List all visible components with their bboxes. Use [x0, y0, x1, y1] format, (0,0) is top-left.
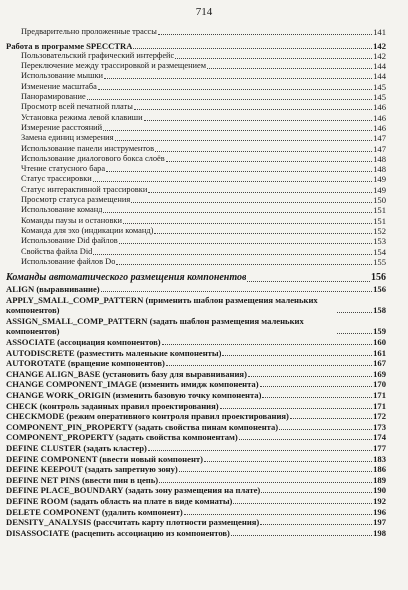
dot-leader — [233, 503, 372, 504]
toc-entry-title: Предварительно проложенные трассы — [21, 27, 157, 37]
toc-entry-title: Чтение статусного бара — [21, 164, 106, 174]
dot-leader — [93, 254, 372, 255]
toc-entry-title: Работа в программе SPECCTRA — [6, 40, 133, 51]
toc-entry-title: ASSIGN_SMALL_COMP_PATTERN (задать шаблон размещения маленьких компонентов) — [6, 315, 304, 337]
toc-entry-page: 149 — [373, 184, 386, 195]
toc-entry-title: Использование файлов Do — [21, 256, 116, 266]
dot-leader — [337, 333, 372, 334]
toc-entry — [6, 257, 386, 267]
toc-entry-title: DEFINE PLACE_BOUNDARY (задать зону размещения на плате) — [6, 485, 261, 496]
toc-entry-title: CHECKMODE (режим оперативного контроля правил проектирования) — [6, 411, 289, 422]
toc-entry-title: CHANGE ALIGN_BASE (установить базу для выравнивания) — [6, 368, 247, 379]
dot-leader — [134, 109, 372, 110]
toc-entry-title: Просмотр всей печатной платы — [21, 102, 133, 112]
toc-entry — [6, 379, 386, 390]
dot-leader — [337, 312, 372, 313]
toc-entry-title: Использование команд — [21, 205, 103, 215]
toc-entry-page: 142 — [373, 50, 386, 61]
dot-leader — [231, 535, 372, 536]
toc-section-heading — [6, 271, 386, 284]
toc-entry-title: Свойства файла Did — [21, 246, 93, 256]
toc-entry-title: DEFINE ROOM (задать область на плате в виде комнаты) — [6, 495, 233, 506]
toc-entry-page: 146 — [373, 112, 386, 123]
toc-entry-title: COMPONENT_PROPERTY (задать свойства компонентам) — [6, 432, 238, 443]
toc-entry — [6, 215, 386, 225]
toc-entry-page: 146 — [373, 102, 386, 113]
page-number: 714 — [195, 6, 213, 18]
dot-leader — [222, 355, 372, 356]
dot-leader — [148, 192, 372, 193]
toc-entry-title: Просмотр статуса размещения — [21, 195, 131, 205]
toc-entry — [6, 315, 386, 336]
toc-entry — [6, 81, 386, 91]
table-of-contents — [6, 27, 386, 538]
dot-leader — [179, 471, 372, 472]
toc-entry-page: 153 — [373, 236, 386, 247]
toc-entry — [6, 347, 386, 358]
toc-entry — [6, 432, 386, 443]
toc-entry-title: CHANGE COMPONENT_IMAGE (изменить имидж компонента) — [6, 379, 259, 390]
toc-entry-page: 151 — [373, 215, 386, 226]
toc-entry — [6, 495, 386, 506]
dot-leader — [220, 408, 372, 409]
toc-entry-page: 147 — [373, 133, 386, 144]
dot-leader — [260, 386, 373, 387]
toc-entry — [6, 184, 386, 194]
toc-entry-title: Изменение масштаба — [21, 81, 97, 91]
dot-leader — [262, 397, 372, 398]
toc-entry — [6, 284, 386, 295]
toc-entry — [6, 294, 386, 315]
toc-entry-title: DEFINE CLUSTER (задать кластер) — [6, 442, 147, 453]
dot-leader — [204, 461, 372, 462]
toc-entry-page: 148 — [373, 164, 386, 175]
toc-entry-title: CHANGE WORK_ORIGIN (изменить базовую точку компонента) — [6, 389, 262, 400]
dot-leader — [184, 514, 372, 515]
toc-entry-title: Использование панели инструментов — [21, 143, 155, 153]
toc-entry — [6, 112, 386, 122]
dot-leader — [166, 365, 372, 366]
toc-entry — [6, 123, 386, 133]
dot-leader — [131, 202, 372, 203]
toc-entry-page: 167 — [373, 358, 386, 369]
toc-entry-title: Замена единиц измерения — [21, 133, 114, 143]
toc-entry-page: 160 — [373, 337, 386, 348]
toc-entry-page: 189 — [373, 474, 386, 485]
toc-entry-page: 158 — [373, 305, 386, 316]
toc-entry-page: 190 — [373, 485, 386, 496]
toc-entry — [6, 485, 386, 496]
toc-entry-page: 192 — [373, 495, 386, 506]
toc-entry-title: COMPONENT_PIN_PROPERTY (задать свойства пинам компонента) — [6, 421, 279, 432]
dot-leader — [166, 161, 372, 162]
dot-leader — [279, 429, 372, 430]
toc-entry — [6, 71, 386, 81]
dot-leader — [115, 140, 373, 141]
toc-entry-page: 151 — [373, 205, 386, 216]
toc-entry-title: APPLY_SMALL_COMP_PATTERN (применить шаблон размещения маленьких компонентов) — [6, 294, 318, 316]
toc-entry-page: 152 — [373, 225, 386, 236]
dot-leader — [104, 78, 372, 79]
dot-leader — [158, 34, 372, 35]
dot-leader — [247, 281, 370, 282]
toc-entry — [6, 474, 386, 485]
toc-entry — [6, 164, 386, 174]
toc-entry-title: Использование мышки — [21, 71, 104, 81]
toc-entry-title: ALIGN (выравнивание) — [6, 284, 100, 295]
toc-entry-title: CHECK (контроль заданных правил проектирования) — [6, 400, 219, 411]
toc-entry-title: DENSITY_ANALYSIS (рассчитать карту плотности размещения) — [6, 517, 260, 528]
toc-entry-page: 144 — [373, 61, 386, 72]
dot-leader — [103, 212, 372, 213]
toc-entry — [6, 133, 386, 143]
toc-entry — [6, 411, 386, 422]
toc-entry-title: DISASSOCIATE (расцепить ассоциацию из компонентов) — [6, 527, 230, 538]
toc-entry — [6, 27, 386, 37]
toc-entry — [6, 143, 386, 153]
toc-entry-page: 198 — [373, 527, 386, 538]
toc-entry-page: 196 — [373, 506, 386, 517]
dot-leader — [175, 58, 372, 59]
toc-entry — [6, 61, 386, 71]
toc-entry-page: 155 — [373, 256, 386, 267]
toc-entry — [6, 400, 386, 411]
toc-entry — [6, 92, 386, 102]
dot-leader — [260, 524, 372, 525]
toc-entry-page: 145 — [373, 92, 386, 103]
toc-entry-page: 173 — [373, 421, 386, 432]
dot-leader — [101, 291, 372, 292]
toc-entry — [6, 205, 386, 215]
toc-entry-page: 183 — [373, 453, 386, 464]
toc-entry-title: Установка режима левой клавиши — [21, 112, 143, 122]
toc-entry-page: 156 — [371, 271, 386, 283]
dot-leader — [162, 344, 372, 345]
toc-entry-page: 150 — [373, 195, 386, 206]
toc-entry-title: DEFINE KEEPOUT (задать запретную зону) — [6, 464, 178, 475]
toc-entry-title: Использование Did файлов — [21, 236, 118, 246]
toc-entry-page: 172 — [373, 411, 386, 422]
dot-leader — [116, 264, 372, 265]
dot-leader — [133, 48, 372, 49]
toc-entry-title: Статус трассировки — [21, 174, 92, 184]
toc-entry — [6, 174, 386, 184]
dot-leader — [93, 181, 372, 182]
toc-entry-page: 171 — [373, 400, 386, 411]
toc-entry — [6, 506, 386, 517]
dot-leader — [106, 171, 372, 172]
toc-entry-title: Панорамирование — [21, 92, 86, 102]
toc-entry-page: 154 — [373, 246, 386, 257]
dot-leader — [261, 492, 372, 493]
dot-leader — [87, 99, 372, 100]
toc-entry-page: 156 — [373, 284, 386, 295]
toc-entry — [6, 154, 386, 164]
toc-entry-title: DEFINE NET PINS (ввести пин в цепь) — [6, 474, 159, 485]
toc-entry-page: 174 — [373, 432, 386, 443]
toc-entry-title: Команды автоматического размещения компонентов — [6, 271, 247, 283]
toc-entry-page: 159 — [373, 326, 386, 337]
toc-entry — [6, 236, 386, 246]
toc-entry — [6, 527, 386, 538]
toc-entry-title: DEFINE COMPONENT (ввести новый компонент) — [6, 453, 203, 464]
toc-entry-page: 171 — [373, 389, 386, 400]
dot-leader — [144, 120, 372, 121]
toc-entry-title: Пользовательский графический интерфейс — [21, 50, 175, 60]
toc-entry-page: 142 — [373, 40, 386, 51]
toc-entry — [6, 442, 386, 453]
toc-entry-page: 144 — [373, 71, 386, 82]
toc-entry — [6, 368, 386, 379]
toc-entry — [6, 246, 386, 256]
dot-leader — [148, 450, 372, 451]
toc-entry-title: Использование диалогового бокса слоёв — [21, 153, 165, 163]
toc-entry-title: Команда для эхо (индикации команд) — [21, 225, 154, 235]
toc-entry-page: 197 — [373, 517, 386, 528]
toc-entry-page: 186 — [373, 464, 386, 475]
toc-entry-page: 149 — [373, 174, 386, 185]
toc-entry — [6, 453, 386, 464]
toc-entry-title: Статус интерактивной трассировки — [21, 184, 148, 194]
toc-entry — [6, 336, 386, 347]
toc-entry-title: Команды паузы и остановки — [21, 215, 122, 225]
toc-entry-page: 147 — [373, 143, 386, 154]
dot-leader — [248, 376, 372, 377]
toc-entry-page: 169 — [373, 368, 386, 379]
dot-leader — [123, 223, 372, 224]
toc-entry-page: 146 — [373, 122, 386, 133]
toc-entry-title: DELETE COMPONENT (удалить компонент) — [6, 506, 183, 517]
toc-entry — [6, 102, 386, 112]
toc-entry-title: Переключение между трассировкой и размещением — [21, 61, 207, 71]
toc-entry-title: Измерение расстояний — [21, 122, 103, 132]
dot-leader — [155, 151, 372, 152]
dot-leader — [239, 439, 372, 440]
toc-entry-title: AUTOROTATE (вращение компонентов) — [6, 358, 165, 369]
toc-entry-page: 145 — [373, 81, 386, 92]
toc-chapter-heading — [6, 40, 386, 50]
toc-entry-page: 141 — [373, 27, 386, 38]
dot-leader — [159, 482, 372, 483]
toc-entry — [6, 464, 386, 475]
toc-entry-title: AUTODISCRETE (разместить маленькие компоненты) — [6, 347, 222, 358]
toc-entry-page: 170 — [373, 379, 386, 390]
toc-entry-title: ASSOCIATE (ассоциация компонентов) — [6, 337, 161, 348]
toc-entry — [6, 358, 386, 369]
toc-entry — [6, 517, 386, 528]
toc-entry — [6, 51, 386, 61]
dot-leader — [207, 68, 372, 69]
toc-entry-page: 161 — [373, 347, 386, 358]
dot-leader — [119, 243, 372, 244]
toc-entry — [6, 195, 386, 205]
dot-leader — [103, 130, 372, 131]
toc-entry — [6, 389, 386, 400]
dot-leader — [98, 89, 372, 90]
dot-leader — [154, 233, 372, 234]
toc-entry — [6, 421, 386, 432]
toc-entry — [6, 226, 386, 236]
dot-leader — [290, 418, 372, 419]
toc-entry-page: 177 — [373, 442, 386, 453]
toc-entry-page: 148 — [373, 153, 386, 164]
